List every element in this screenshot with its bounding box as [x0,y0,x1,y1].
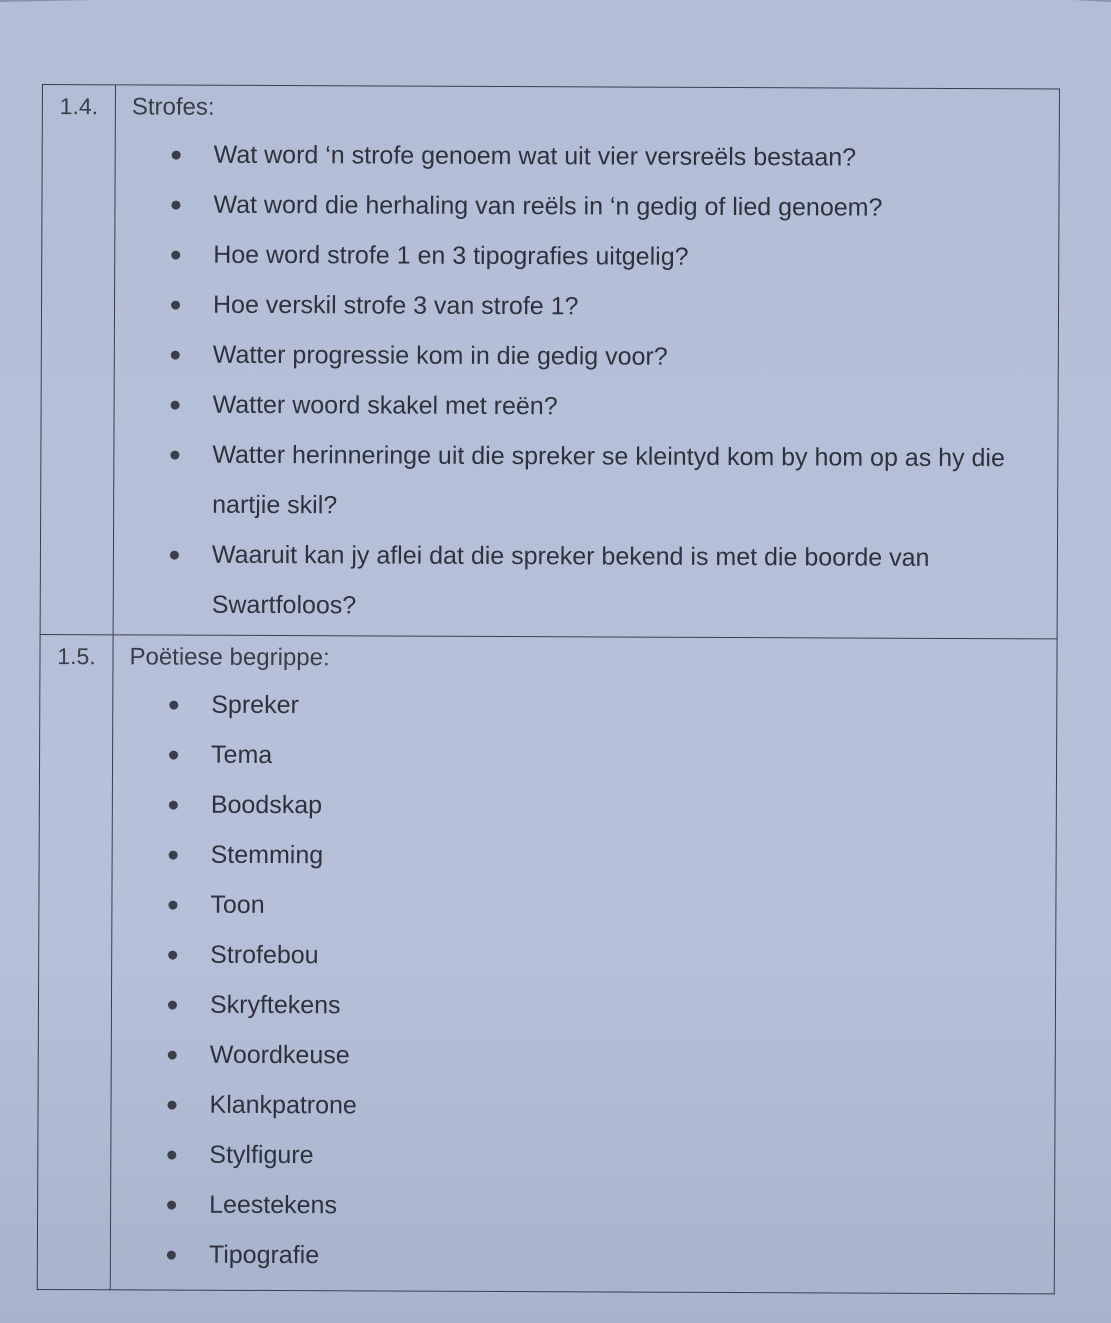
question-list [130,129,1059,633]
table-row-section-1-5 [37,634,1057,1293]
concept-list [127,679,1057,1283]
list-item: Wat word ‘n strofe genoem wat uit vier versreëls bestaan? [172,130,1059,184]
section-body [113,85,1059,639]
list-item: Strofebou [168,930,1055,984]
list-item: Tipografie [167,1230,1054,1284]
section-number: 1.4. [40,85,115,635]
page-edge-shadow-left [0,0,160,8]
list-item: Watter progressie kom in die gedig voor? [171,330,1058,384]
questions-table [37,84,1060,1294]
list-item: Watter herinneringe uit die spreker se kleintyd kom by hom op as hy die nartjie skil? [170,430,1057,534]
list-item: Watter woord skakel met reën? [170,380,1057,434]
list-item: Wat word die herhaling van reëls in ‘n gedig of lied genoem? [171,180,1058,234]
list-item: Boodskap [169,780,1056,834]
section-heading: Strofes: [131,93,215,121]
list-item: Leestekens [167,1180,1054,1234]
list-item: Hoe verskil strofe 3 van strofe 1? [171,280,1058,334]
list-item: Waaruit kan jy aflei dat die spreker bekend is met die boorde van Swartfoloos? [170,530,1057,634]
list-item: Woordkeuse [168,1030,1055,1084]
list-item: Stemming [169,830,1056,884]
table-row-section-1-4 [40,85,1059,639]
worksheet-page [37,84,1060,1280]
list-item: Stylfigure [167,1130,1054,1184]
list-item: Spreker [169,680,1056,734]
list-item: Hoe word strofe 1 en 3 tipografies uitgelig? [171,230,1058,284]
section-heading: Poëtiese begrippe: [129,643,330,672]
section-body [110,635,1057,1294]
page-edge-shadow-right [931,0,1111,8]
list-item: Tema [169,730,1056,784]
list-item: Toon [168,880,1055,934]
list-item: Skryftekens [168,980,1055,1034]
section-number: 1.5. [37,634,113,1289]
list-item: Klankpatrone [167,1080,1054,1134]
